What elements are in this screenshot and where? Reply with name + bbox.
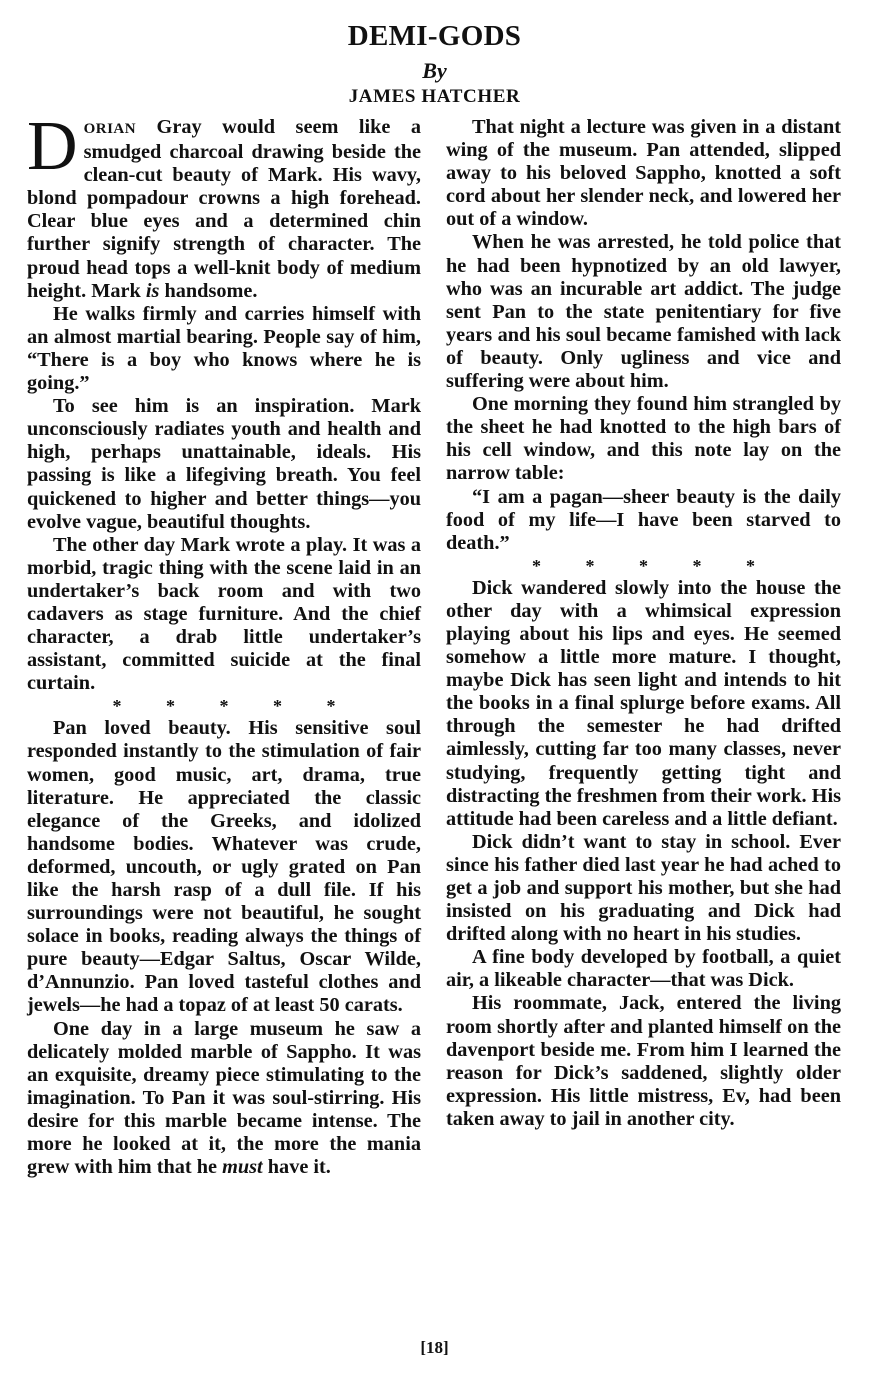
paragraph: Dick wandered slowly into the house the other day with a whimsical expression playing about his lips and eyes. He seemed somehow a little more mature. I thought, maybe Dick has seen light and intends to hit the books in a final splurge before exams. All through the semester he had drifted aimlessly, cutting far too many classes, never studying, frequently getting tight and distracting the freshmen from their work. His attitude had been careless and a little defiant. [446,576,841,830]
paragraph-text: handsome. [159,279,258,302]
author-name: JAMES HATCHER [348,86,521,107]
small-caps-lead: ORIAN [83,121,137,137]
paragraph: Pan loved beauty. His sensitive soul responded instantly to the stimulation of fair women, good music, art, drama, true literature. He appreciated the classic elegance of the Greeks, and idolized handsome bodies. Whatever was crude, deformed, uncouth, or ugly grated on Pan like the harsh rasp of a dull file. If his surroundings were not beautiful, he sought solace in books, reading always the things of pure beauty—Edgar Saltus, Oscar Wilde, d’Annunzio. Pan loved tasteful clothes and jewels—he had a topaz of at least 50 carats. [27,717,421,1017]
paragraph: Dick didn’t want to stay in school. Ever since his father died last year he had ached to get a job and support his mother, but she had insisted on his graduating and Dick had drifted along with no heart in his studies. [446,830,841,946]
right-column [446,116,841,1131]
byline: By [422,58,447,83]
paragraph: To see him is an inspiration. Mark unconsciously radiates youth and health and high, perhaps unattainable, ideals. His passing is like a lifegiving breath. You feel quickened to higher and better things—you evolve vague, beautiful thoughts. [27,395,421,533]
emphasis: is [145,279,160,302]
article-title: DEMI-GODS [347,20,522,52]
emphasis: must [222,1156,263,1179]
paragraph-text: Gray would seem like a smudged charcoal drawing beside the clean-cut beauty of Mark. His wavy, blond pompadour crowns a high forehead. Clear blue eyes and a determined chin further signify strength of character. The proud head tops a well-knit body of medium height. Mark [27,116,421,302]
left-column [27,108,421,1179]
paragraph [27,1018,421,1180]
paragraph: When he was arrested, he told police that he had been hypnotized by an old lawyer, who was an incurable art addict. The judge sent Pan to the state penitentiary for five years and his soul became famished with lack of beauty. Only ugliness and vice and suffering were about him. [446,231,841,393]
paragraph: A fine body developed by football, a quiet air, a likeable character—that was Dick. [446,946,841,992]
paragraph-text: have it. [262,1156,331,1179]
drop-cap: D [27,108,78,185]
page-number: [18] [420,1338,449,1357]
paragraph-text: One day in a large museum he saw a delicately molded marble of Sappho. It was an exquisite, dreamy piece stimulating to the imagination. To Pan it was soul-stirring. His desire for this marble became intense. The more he looked at it, the more the mania grew with him that he [27,1017,421,1179]
paragraph: His roommate, Jack, entered the living room shortly after and planted himself on the davenport beside me. From him I learned the reason for Dick’s saddened, slightly older expression. His little mistress, Ev, had been taken away to jail in another city. [446,992,841,1130]
paragraph: He walks firmly and carries himself with an almost martial bearing. People say of him, “There is a boy who knows where he is going.” [27,302,421,395]
section-break: * * * * * [532,555,775,576]
paragraph: “I am a pagan—sheer beauty is the daily food of my life—I have been starved to death.” [446,485,841,554]
paragraph: That night a lecture was given in a distant wing of the museum. Pan attended, slipped away to his beloved Sappho, knotted a soft cord about her slender neck, and lowered her out of a window. [446,116,841,231]
paragraph: The other day Mark wrote a play. It was a morbid, tragic thing with the scene laid in an undertaker’s back room and with two cadavers as stage furniture. And the chief character, a drab little undertaker’s assistant, committed suicide at the final curtain. [27,533,421,695]
section-break: * * * * * [112,696,356,717]
paragraph: One morning they found him strangled by the sheet he had knotted to the high bars of his cell window, and this note lay on the narrow table: [446,393,841,485]
paragraph [27,108,421,303]
